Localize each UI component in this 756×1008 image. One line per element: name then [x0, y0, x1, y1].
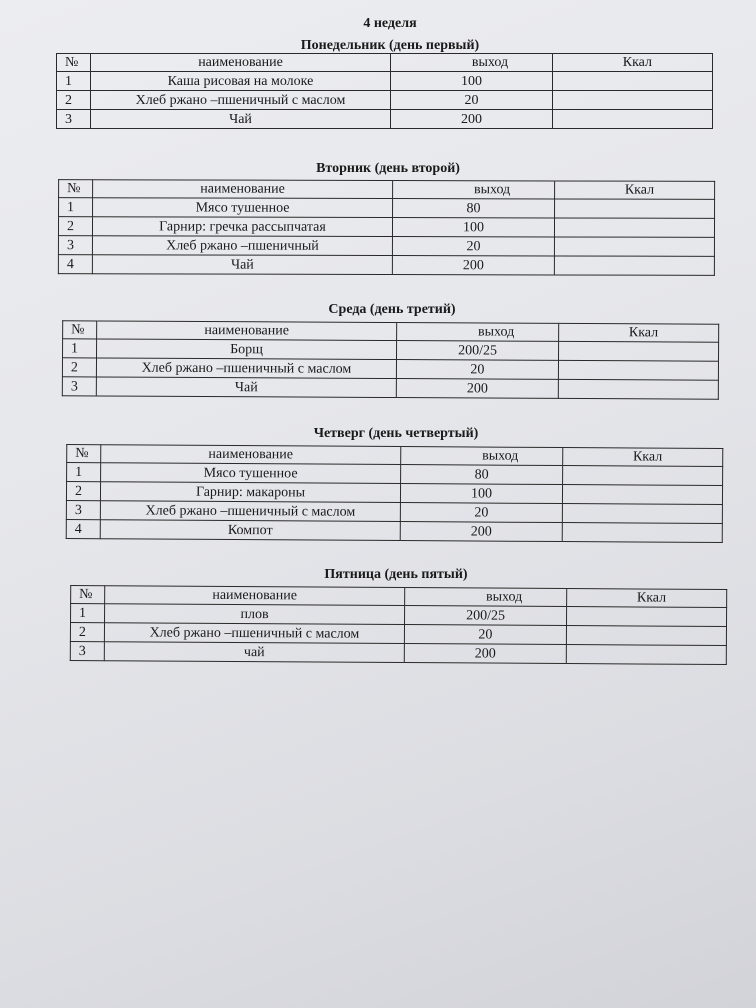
table-row	[70, 641, 726, 664]
row-kcal	[555, 199, 715, 218]
table-header-row	[57, 54, 713, 72]
row-name: Мясо тушенное	[101, 463, 401, 484]
row-name: плов	[105, 604, 405, 625]
row-num: 2	[57, 91, 91, 110]
menu-table-wednesday	[62, 320, 719, 399]
row-kcal	[554, 218, 714, 237]
row-name: Хлеб ржано –пшеничный с маслом	[100, 501, 400, 522]
row-output: 200	[392, 256, 554, 275]
row-num: 3	[58, 236, 92, 255]
menu-table-tuesday	[58, 179, 715, 276]
row-output: 100	[391, 72, 553, 91]
row-name: Хлеб ржано –пшеничный с маслом	[96, 358, 396, 379]
row-output: 100	[400, 484, 562, 504]
row-name: Чай	[91, 110, 391, 129]
row-kcal	[554, 256, 714, 275]
row-output: 100	[392, 218, 554, 237]
row-kcal	[559, 341, 719, 361]
day-title-thursday: Четверг (день четвертый)	[313, 426, 479, 441]
row-num: 2	[70, 622, 104, 641]
row-name: чай	[104, 642, 404, 663]
header-kcal: Ккал	[563, 448, 723, 467]
row-output: 200	[400, 522, 562, 542]
row-output: 20	[400, 503, 562, 523]
header-kcal: Ккал	[567, 589, 727, 608]
header-kcal: Ккал	[553, 54, 713, 72]
menu-table-monday	[56, 53, 713, 129]
table-row	[58, 236, 714, 257]
header-name: наименование	[97, 321, 397, 341]
row-kcal	[563, 466, 723, 486]
row-name: Компот	[100, 520, 400, 541]
table-row	[58, 255, 714, 276]
header-output: выход	[401, 447, 563, 466]
header-num: №	[57, 54, 91, 72]
table-row	[58, 217, 714, 238]
row-output: 20	[392, 237, 554, 256]
row-num: 1	[71, 603, 105, 622]
row-name: Хлеб ржано –пшеничный с маслом	[91, 91, 391, 110]
day-title-tuesday: Вторник (день второй)	[316, 161, 460, 176]
row-name: Хлеб ржано –пшеничный	[92, 236, 392, 256]
row-name: Борщ	[97, 339, 397, 360]
row-name: Мясо тушенное	[93, 198, 393, 218]
table-row	[66, 519, 722, 542]
row-output: 200/25	[397, 341, 559, 361]
row-kcal	[558, 379, 718, 399]
row-num: 4	[66, 519, 100, 538]
header-num: №	[63, 321, 97, 339]
row-output: 80	[393, 199, 555, 218]
header-name: наименование	[105, 586, 405, 606]
row-kcal	[566, 607, 726, 627]
header-output: выход	[405, 588, 567, 607]
header-output: выход	[393, 181, 555, 199]
header-output: выход	[397, 323, 559, 342]
header-output: выход	[391, 54, 553, 72]
row-name: Чай	[96, 377, 396, 398]
row-num: 3	[57, 110, 91, 129]
row-kcal	[554, 237, 714, 256]
row-name: Гарнир: макароны	[100, 482, 400, 503]
row-name: Гарнир: гречка рассыпчатая	[92, 217, 392, 237]
row-kcal	[562, 504, 722, 524]
row-num: 2	[62, 358, 96, 377]
row-num: 2	[66, 481, 100, 500]
row-num: 2	[58, 217, 92, 236]
row-output: 80	[401, 465, 563, 485]
header-name: наименование	[91, 54, 391, 72]
row-kcal	[562, 523, 722, 543]
table-row	[57, 110, 713, 129]
header-name: наименование	[93, 180, 393, 199]
row-output: 200	[396, 379, 558, 399]
row-output: 20	[396, 360, 558, 380]
row-output: 20	[391, 91, 553, 110]
header-kcal: Ккал	[555, 181, 715, 199]
header-kcal: Ккал	[559, 323, 719, 342]
header-num: №	[67, 444, 101, 462]
table-row	[62, 377, 718, 399]
row-num: 3	[70, 641, 104, 660]
menu-table-friday	[70, 585, 727, 665]
row-kcal	[562, 485, 722, 505]
row-output: 200	[391, 110, 553, 129]
row-num: 1	[57, 72, 91, 91]
day-title-friday: Пятница (день пятый)	[324, 567, 468, 582]
day-title-monday: Понедельник (день первый)	[300, 38, 480, 53]
row-num: 4	[58, 255, 92, 274]
table-header-row	[59, 180, 715, 200]
row-output: 20	[404, 625, 566, 645]
table-row	[59, 198, 715, 219]
row-kcal	[553, 91, 713, 110]
row-num: 3	[62, 377, 96, 396]
row-name: Каша рисовая на молоке	[91, 72, 391, 91]
row-kcal	[558, 360, 718, 380]
row-kcal	[566, 626, 726, 646]
table-row	[57, 72, 713, 91]
day-title-wednesday: Среда (день третий)	[328, 302, 456, 317]
row-num: 3	[66, 500, 100, 519]
row-output: 200/25	[405, 606, 567, 626]
week-title: 4 неделя	[363, 16, 417, 31]
row-output: 200	[404, 644, 566, 664]
table-row	[57, 91, 713, 110]
row-kcal	[553, 110, 713, 129]
row-num: 1	[59, 198, 93, 217]
row-kcal	[566, 645, 726, 665]
menu-table-thursday	[66, 444, 724, 543]
row-name: Чай	[92, 255, 392, 275]
header-name: наименование	[101, 445, 401, 465]
row-num: 1	[67, 462, 101, 481]
header-num: №	[71, 585, 105, 603]
row-name: Хлеб ржано –пшеничный с маслом	[104, 623, 404, 644]
header-num: №	[59, 180, 93, 198]
row-kcal	[553, 72, 713, 91]
row-num: 1	[63, 339, 97, 358]
